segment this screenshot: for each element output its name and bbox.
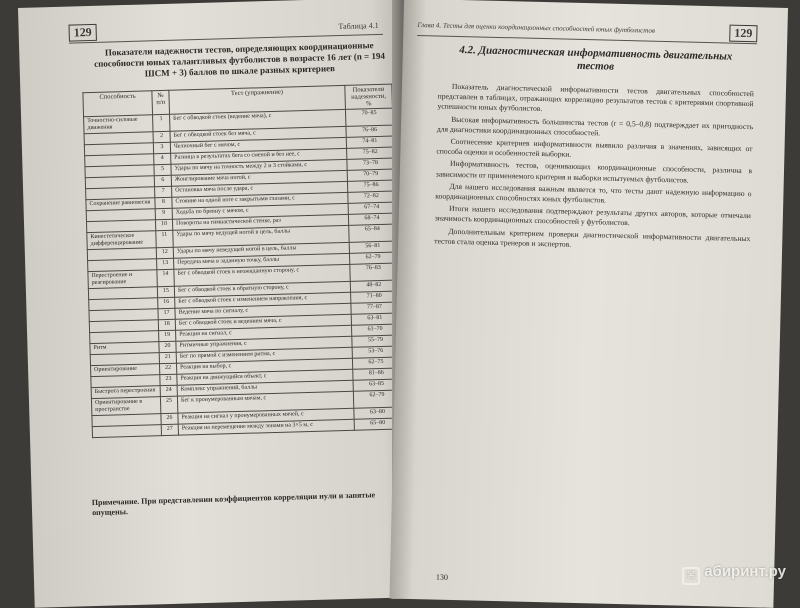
right-page-number: 129 bbox=[729, 25, 757, 43]
table-cell-value: 74–81 bbox=[346, 136, 393, 148]
table-cell-test: Бег с обводкой стоек без мяча, с bbox=[170, 126, 346, 142]
table-cell-test: Бег с обводкой стоек в неожиданную сторону, с bbox=[174, 264, 350, 286]
table-cell-ability bbox=[92, 425, 161, 438]
col-header: № п/п bbox=[152, 90, 170, 114]
reliability-table bbox=[82, 84, 402, 439]
table-cell-test: Ходьба по бревну с мячом, с bbox=[172, 203, 348, 219]
table-cell-value: 56–81 bbox=[349, 241, 396, 253]
table-cell-test: Реакция на сигнал у пронумерованных мячей, с bbox=[178, 408, 354, 424]
table-cell-n: 15 bbox=[157, 286, 174, 297]
right-running-head bbox=[417, 19, 757, 44]
paragraph: Показатель диагностической информативности тестов двигательных способностей представлен в таблицах, отражающих корреляцию результатов тестов с критериями спортивной успешности юных футболистов. bbox=[437, 81, 755, 114]
table-cell-test: Бег с обводкой стоек и ведением мяча, с bbox=[175, 314, 351, 330]
section-title: 4.2. Диагностическая информативность двигательных тестов bbox=[459, 43, 733, 73]
table-cell-n: 27 bbox=[161, 424, 178, 435]
table-cell-n: 7 bbox=[155, 186, 172, 197]
table-cell-value: 65–80 bbox=[354, 418, 401, 430]
table-cell-value: 77–87 bbox=[351, 302, 398, 314]
table-cell-test: Бег по прямой с изменением ритма, с bbox=[176, 347, 352, 363]
table-cell-test: Удары по мячу неведущей ногой в цель, баллы bbox=[173, 242, 349, 258]
table-cell-test: Реакция на движущийся объект, с bbox=[177, 369, 353, 385]
table-cell-value: 62–79 bbox=[349, 252, 396, 264]
table-cell-value: 65–84 bbox=[349, 224, 396, 242]
table-cell-test: Ритмичные упражнения, с bbox=[176, 336, 352, 352]
table-cell-value: 48–82 bbox=[350, 280, 397, 292]
table-cell-n: 9 bbox=[155, 208, 172, 219]
labirint-logo-icon: ⌘ bbox=[682, 567, 700, 585]
table-cell-value: 70–85 bbox=[345, 108, 392, 126]
table-cell-n: 25 bbox=[160, 396, 177, 413]
col-header: Способность bbox=[83, 91, 153, 117]
table-cell-value: 72–82 bbox=[348, 191, 395, 203]
table-cell-test: Реакция на перемещение между зонами на 3×5 м, с bbox=[178, 419, 354, 435]
table-cell-value: 70–79 bbox=[347, 169, 394, 181]
table-cell-n: 14 bbox=[157, 269, 174, 286]
table-cell-value: 75–82 bbox=[347, 147, 394, 159]
table-cell-value: 71–80 bbox=[351, 291, 398, 303]
table-cell-value: 73–78 bbox=[347, 158, 394, 170]
table-cell-value: 55–79 bbox=[352, 335, 399, 347]
table-cell-n: 24 bbox=[160, 385, 177, 396]
table-cell-value: 76–83 bbox=[350, 263, 397, 281]
col-header: Показатели надежности, % bbox=[345, 84, 393, 109]
table-cell-value: 63–80 bbox=[354, 407, 401, 419]
table-cell-test: Бег с обводкой стоек в обратную сторону, с bbox=[174, 281, 350, 297]
table-cell-n: 17 bbox=[158, 308, 175, 319]
table-cell-test: Бег к пронумерованным мячам, с bbox=[177, 391, 353, 413]
table-cell-n: 26 bbox=[161, 413, 178, 424]
table-cell-value: 63–85 bbox=[353, 379, 400, 391]
table-cell-test: Разница в результатах бега со сменой и без нее, с bbox=[171, 148, 347, 164]
table-cell-test: Реакция на сигнал, с bbox=[176, 325, 352, 341]
watermark bbox=[682, 563, 786, 585]
table-cell-test: Остановка мяча после удара, с bbox=[172, 181, 348, 197]
table-cell-n: 16 bbox=[158, 297, 175, 308]
table-cell-n: 6 bbox=[154, 175, 171, 186]
chapter-running-title: Глава 4. Тесты для оценки координационных способностей юных футболистов bbox=[417, 20, 656, 35]
table-cell-ability: Ориентирование в пространстве bbox=[91, 397, 160, 416]
table-cell-n: 2 bbox=[153, 131, 170, 142]
table-caption: Показатели надежности тестов, определяющих координационные способности юных талантливых футболистов в возрасте 16 лет (n = 194 ШСМ + 3) баллов по шкале разных критериев bbox=[94, 40, 386, 79]
paragraph: Для нашего исследования важным является то, что тесты дают надежную информацию о координационных способностях юных футболистов. bbox=[435, 181, 752, 205]
table-cell-test: Передача мяча в заданную точку, баллы bbox=[174, 253, 350, 269]
body-text bbox=[434, 81, 754, 256]
table-cell-value: 67–74 bbox=[348, 202, 395, 214]
table-cell-n: 3 bbox=[153, 142, 170, 153]
table-cell-n: 5 bbox=[154, 164, 171, 175]
table-cell-value: 63–81 bbox=[351, 313, 398, 325]
col-header: Тест (упражнение) bbox=[169, 85, 346, 114]
table-cell-test: Жонглирование мяча ногой, с bbox=[171, 170, 347, 186]
table-label: Таблица 4.1 bbox=[338, 20, 379, 32]
table-cell-value: 76–86 bbox=[346, 125, 393, 137]
watermark-text: абиринт.ру bbox=[704, 563, 786, 580]
table-cell-ability: Ориентирование bbox=[91, 364, 160, 377]
table-cell-n: 11 bbox=[156, 230, 173, 247]
table-cell-value: 62–75 bbox=[352, 357, 399, 369]
table-cell-value: 61–70 bbox=[351, 324, 398, 336]
table-cell-ability: Ритм bbox=[90, 342, 159, 355]
table-cell-value: 81–86 bbox=[353, 368, 400, 380]
table-cell-value: 53–76 bbox=[352, 346, 399, 358]
table-cell-n: 1 bbox=[153, 114, 170, 131]
table-cell-test: Бег с обводкой стоек с изменением направления, с bbox=[175, 292, 351, 308]
left-page bbox=[18, 0, 419, 608]
paragraph: Высокая информативность большинства тестов (r = 0,5–0,8) подтверждает их пригодность для диагностики координационных способностей. bbox=[436, 114, 754, 138]
table-cell-ability: Точностно-силовые движения bbox=[84, 115, 153, 134]
table-cell-n: 10 bbox=[155, 219, 172, 230]
table-cell-test: Ведение мяча по сигналу, с bbox=[175, 303, 351, 319]
paragraph: Соотнесение критериев информативности выявило различия в значениях, зависящих от способа оценки и особенностей выборки. bbox=[436, 136, 753, 159]
table-cell-n: 12 bbox=[156, 247, 173, 258]
table-cell-test: Челночный бег с мячом, с bbox=[170, 137, 346, 153]
table-cell-n: 13 bbox=[157, 258, 174, 269]
paragraph: Информативность тестов, оценивающих координационные способности, различна в зависимости от применяемого критерия и выборки испытуемых футболистов. bbox=[435, 159, 753, 185]
paragraph: Итоги нашего исследования подтверждают результаты других авторов, которые отмечали значимость координационных способностей у футболистов. bbox=[434, 204, 752, 228]
table-cell-ability: Быстрота перестроения bbox=[91, 386, 160, 399]
table-cell-value: 62–79 bbox=[353, 390, 400, 408]
table-cell-test: Реакция на выбор, с bbox=[176, 358, 352, 374]
table-cell-n: 22 bbox=[159, 363, 176, 374]
table-cell-test: Стояние на одной ноге с закрытыми глазами, с bbox=[172, 192, 348, 208]
left-running-head bbox=[69, 18, 383, 44]
table-cell-n: 23 bbox=[160, 374, 177, 385]
table-cell-value: 75–86 bbox=[347, 180, 394, 192]
table-cell-test: Удары по мячу ведущей ногой в цель, баллы bbox=[173, 225, 349, 247]
table-cell-n: 18 bbox=[158, 319, 175, 330]
table-cell-n: 4 bbox=[154, 153, 171, 164]
table-cell-n: 20 bbox=[159, 341, 176, 352]
bottom-page-number: 130 bbox=[435, 572, 449, 582]
table-cell-test: Бег с обводкой стоек (ведение мяча), с bbox=[170, 109, 346, 131]
table-cell-value: 68–74 bbox=[348, 213, 395, 225]
table-cell-test: Повороты на гимнастической стенке, раз bbox=[172, 214, 348, 230]
table-cell-n: 21 bbox=[159, 352, 176, 363]
table-cell-n: 19 bbox=[159, 330, 176, 341]
table-cell-test: Комплекс упражнений, баллы bbox=[177, 380, 353, 396]
table-note: Примечание. При представлении коэффициентов корреляции нули и запятые опущены. bbox=[91, 490, 376, 518]
left-page-number: 129 bbox=[68, 24, 96, 42]
paragraph: Дополнительным критерием проверки диагностической информативности двигательных тестов стала оценка тренеров и экспертов. bbox=[434, 226, 751, 249]
table-cell-ability: Кинестетическое дифференцирование bbox=[87, 231, 156, 250]
right-page bbox=[389, 0, 788, 608]
table-cell-test: Удары по мячу на точность между 2 и 3 стойками, с bbox=[171, 159, 347, 175]
table-cell-ability: Сохранение равновесия bbox=[86, 198, 155, 211]
table-cell-ability: Перестроение и реагирование bbox=[88, 270, 157, 289]
table-cell-n: 8 bbox=[155, 197, 172, 208]
